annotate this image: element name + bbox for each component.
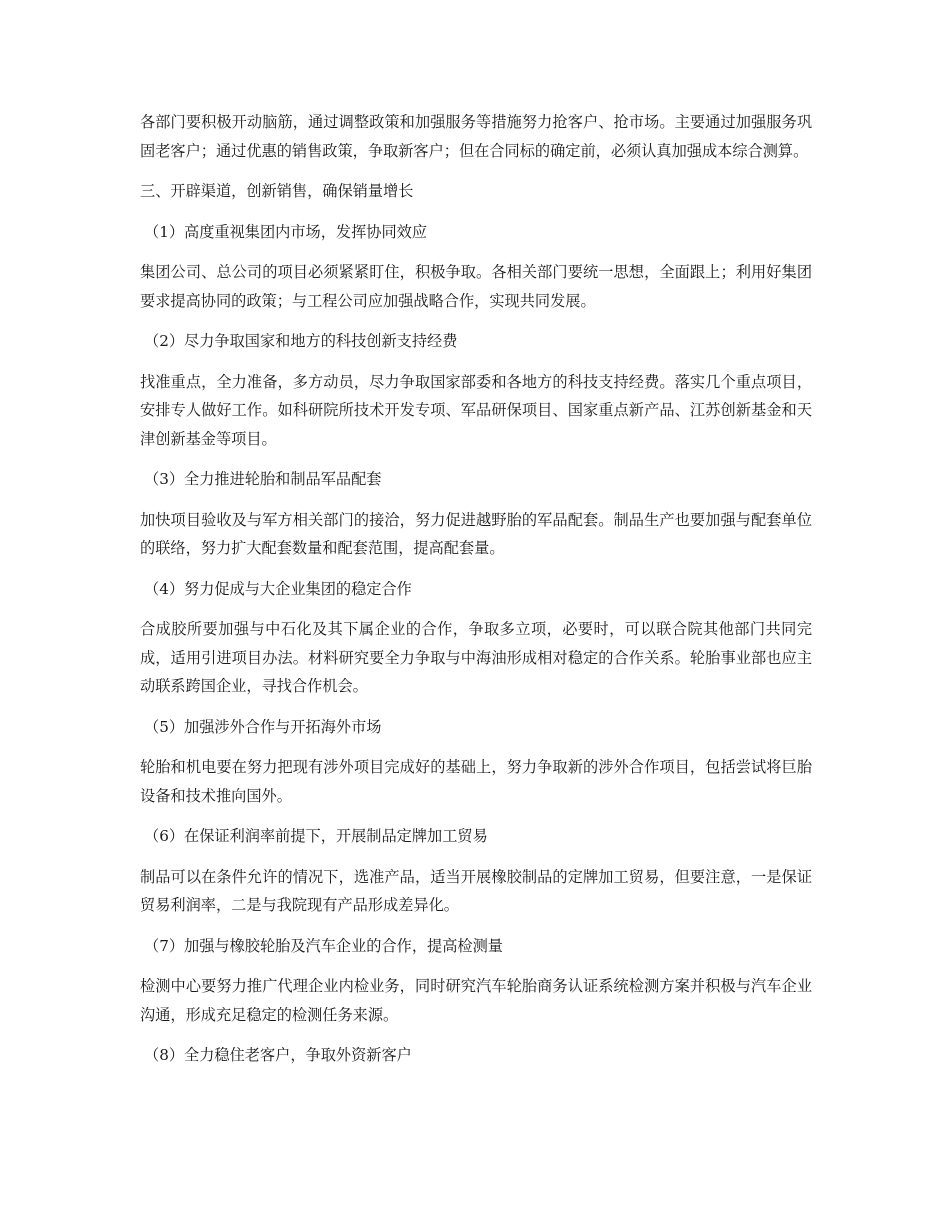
paragraph: 集团公司、总公司的项目必须紧紧盯住，积极争取。各相关部门要统一思想，全面跟上；利用好集团要求提高协同的政策；与工程公司应加强战略合作，实现共同发展。 [140,263,812,310]
subheading: （6）在保证利润率前提下，开展制品定牌加工贸易 [144,827,488,845]
paragraph: 合成胶所要加强与中石化及其下属企业的合作，争取多立项，必要时，可以联合院其他部门共同完成，适用引进项目办法。材料研究要全力争取与中海油形成相对稳定的合作关系。轮胎事业部也应主动联系跨国企业，寻找合作机会。 [140,620,812,695]
paragraph: 找准重点，全力准备，多方动员，尽力争取国家部委和各地方的科技支持经费。落实几个重点项目，安排专人做好工作。如科研院所技术开发专项、军品研保项目、国家重点新产品、江苏创新基金和天津创新基金等项目。 [140,372,812,448]
subheading: （4）努力促成与大企业集团的稳定合作 [144,579,412,598]
subheading: （1）高度重视集团内市场，发挥协同效应 [144,222,428,241]
paragraph: 检测中心要努力推广代理企业内检业务，同时研究汽车轮胎商务认证系统检测方案并积极与汽车企业沟通，形成充足稳定的检测任务来源。 [140,977,812,1024]
subheading: （2）尽力争取国家和地方的科技创新支持经费 [144,332,458,350]
paragraph: 加快项目验收及与军方相关部门的接洽，努力促进越野胎的军品配套。制品生产也要加强与配套单位的联络，努力扩大配套数量和配套范围，提高配套量。 [140,510,812,557]
subheading: （5）加强涉外合作与开拓海外市场 [144,717,382,736]
paragraph: 各部门要积极开动脑筋，通过调整政策和加强服务等措施努力抢客户、抢市场。主要通过加强服务巩固老客户；通过优惠的销售政策，争取新客户；但在合同标的确定前，必须认真加强成本综合测算。 [140,113,812,160]
paragraph: 制品可以在条件允许的情况下，选准产品，适当开展橡胶制品的定牌加工贸易，但要注意，一是保证贸易利润率，二是与我院现有产品形成差异化。 [140,867,812,914]
document-page [140,108,812,1082]
subheading: （3）全力推进轮胎和制品军品配套 [144,470,382,488]
subheading: （7）加强与橡胶轮胎及汽车企业的合作，提高检测量 [144,936,503,955]
subheading: （8）全力稳住老客户，争取外资新客户 [144,1046,412,1064]
section-heading: 三、开辟渠道，创新销售，确保销量增长 [140,182,414,200]
paragraph: 轮胎和机电要在努力把现有涉外项目完成好的基础上，努力争取新的涉外合作项目，包括尝试将巨胎设备和技术推向国外。 [140,758,812,805]
